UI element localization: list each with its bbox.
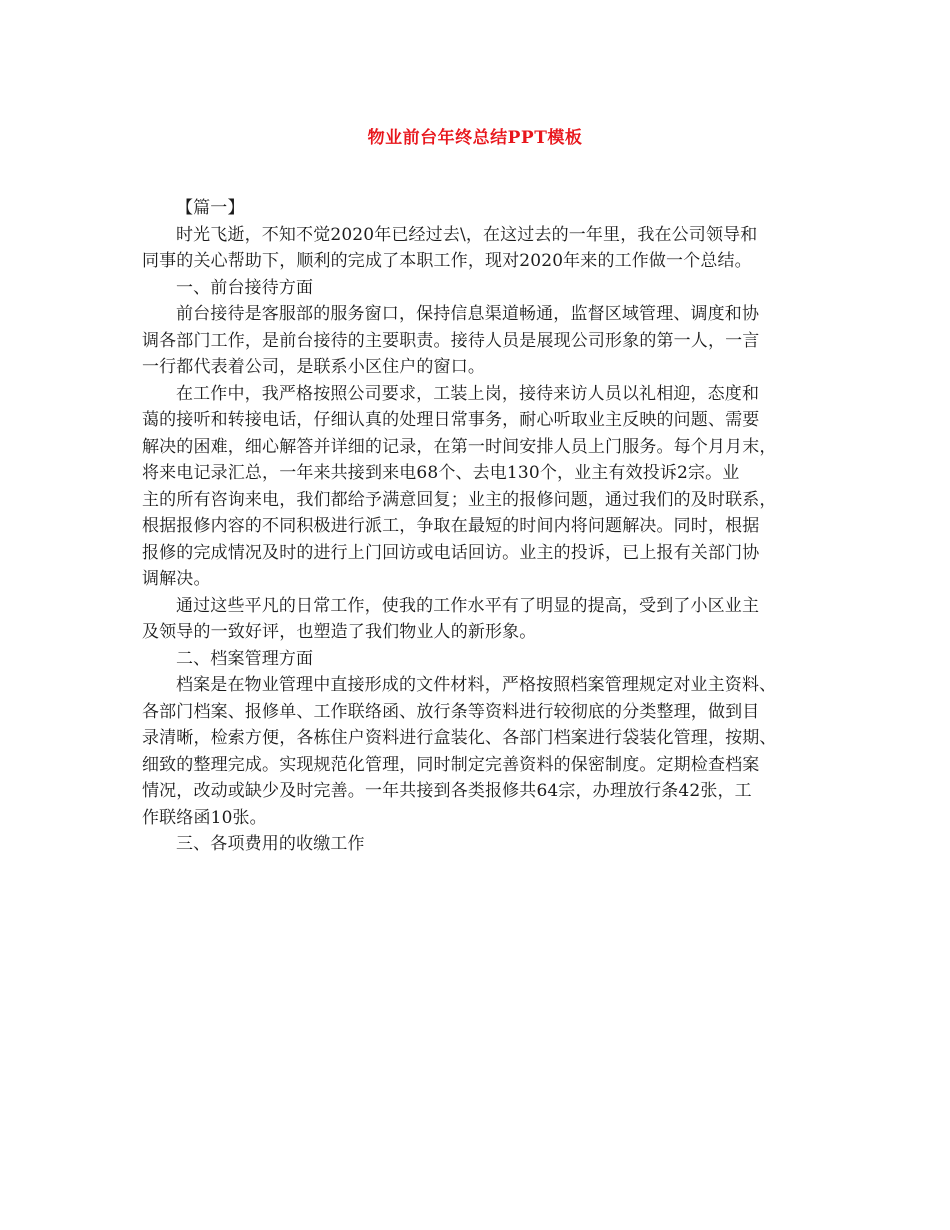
paragraph-line: 情况，改动或缺少及时完善。一年共接到各类报修共64宗，办理放行条42张，工 [142,781,752,801]
paragraph-line: 一行都代表着公司，是联系小区住户的窗口。 [142,357,485,377]
paragraph-line: 将来电记录汇总，一年来共接到来电68个、去电130个，业主有效投诉2宗。业 [142,463,740,483]
document-title: 物业前台年终总结PPT模板 [367,128,583,148]
paragraph-line: 蔼的接听和转接电话，仔细认真的处理日常事务，耐心听取业主反映的问题、需要 [142,410,760,430]
paragraph-line: 报修的完成情况及时的进行上门回访或电话回访。业主的投诉，已上报有关部门协 [142,542,760,563]
paragraph-line: 同事的关心帮助下，顺利的完成了本职工作，现对2020年来的工作做一个总结。 [142,251,752,271]
paragraph-line: 作联络函10张。 [142,807,267,828]
paragraph-line: 细致的整理完成。实现规范化管理，同时制定完善资料的保密制度。定期检查档案 [142,754,760,775]
section-heading: 一、前台接待方面 [176,277,314,298]
paragraph-line: 档案是在物业管理中直接形成的文件材料，严格按照档案管理规定对业主资料、 [176,675,777,695]
paragraph-line: 录清晰，检索方便，各栋住户资料进行盒装化、各部门档案进行袋装化管理，按期、 [142,728,777,748]
paragraph-line: 主的所有咨询来电，我们都给予满意回复；业主的报修问题，通过我们的及时联系， [142,489,777,510]
section-heading: 二、档案管理方面 [176,648,314,669]
paragraph-line: 前台接待是客服部的服务窗口，保持信息渠道畅通，监督区域管理、调度和协 [176,304,760,324]
paragraph-line: 在工作中，我严格按照公司要求，工装上岗，接待来访人员以礼相迎，态度和 [176,383,760,404]
paragraph-line: 调各部门工作，是前台接待的主要职责。接待人员是展现公司形象的第一人，一言 [142,330,760,351]
paragraph-line: 通过这些平凡的日常工作，使我的工作水平有了明显的提高，受到了小区业主 [176,595,760,616]
paragraph-line: 及领导的一致好评，也塑造了我们物业人的新形象。 [142,622,537,642]
paragraph-line: 根据报修内容的不同积极进行派工，争取在最短的时间内将问题解决。同时，根据 [142,516,760,536]
section-label: 【篇一】 [176,198,245,218]
paragraph-line: 调解决。 [142,569,211,589]
paragraph-line: 解决的困难，细心解答并详细的记录，在第一时间安排人员上门服务。每个月月末， [142,436,777,457]
section-heading: 三、各项费用的收缴工作 [176,834,365,854]
document-body [142,195,812,858]
paragraph-line: 各部门档案、报修单、工作联络函、放行条等资料进行较彻底的分类整理，做到目 [142,701,760,722]
paragraph-line: 时光飞逝，不知不觉2020年已经过去\，在这过去的一年里，我在公司领导和 [176,224,758,245]
